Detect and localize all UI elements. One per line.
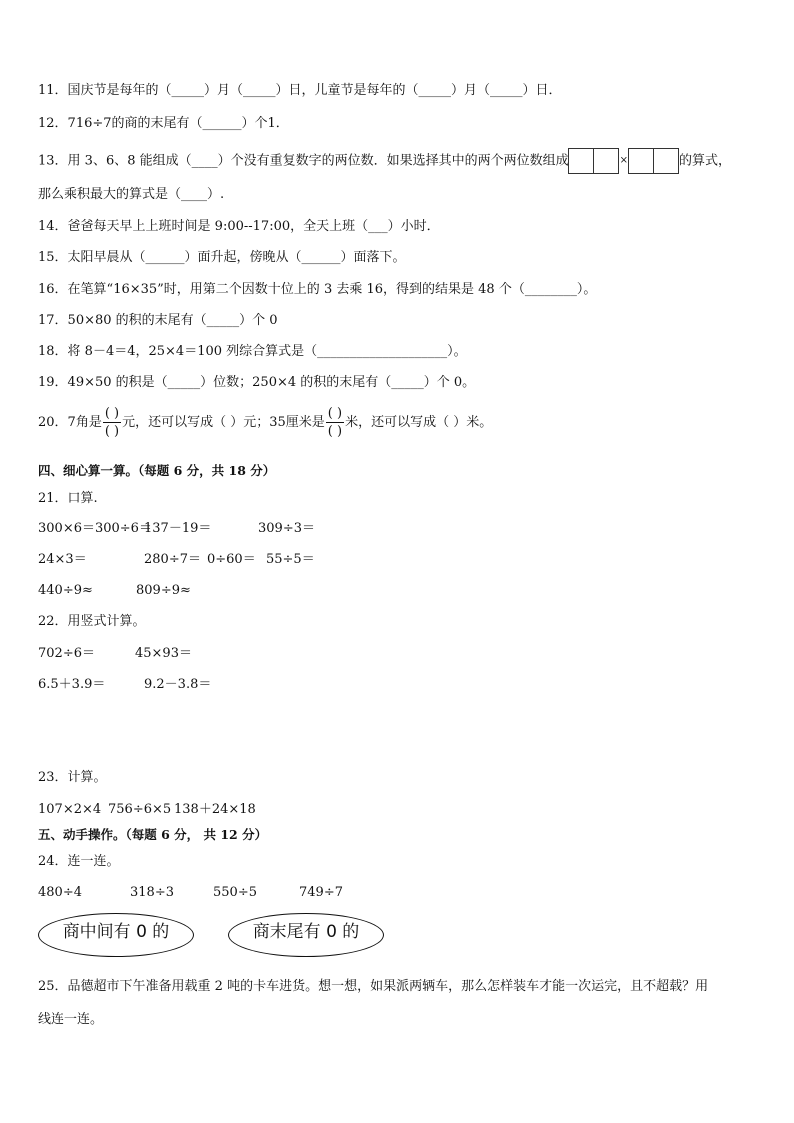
question-25-line2: 线连一连。 <box>38 1012 104 1027</box>
division-item: 318÷3 <box>130 885 174 900</box>
fraction-denominator: ( ) <box>104 424 120 439</box>
question-13-text: 13．用 3、6、8 能组成（____）个没有重复数字的两位数．如果选择其中的两个两位数组成 <box>38 153 569 169</box>
question-23: 23．计算。 <box>38 770 107 785</box>
ellipse-middle-zero: 商中间有 0 的 <box>38 913 194 957</box>
question-13-line2: 那么乘积最大的算式是（____）. <box>38 187 225 202</box>
division-item: 550÷5 <box>213 885 257 900</box>
oral-calc-item: 0÷60＝ <box>207 552 256 567</box>
digit-box <box>593 148 619 174</box>
vertical-calc-item: 6.5＋3.9＝ <box>38 677 106 692</box>
question-22: 22．用竖式计算。 <box>38 614 146 629</box>
question-19: 19．49×50 的积是（_____）位数；250×4 的积的末尾有（_____）个 0。 <box>38 375 476 390</box>
section-5-heading: 五、动手操作。（每题 6 分， 共 12 分） <box>38 827 268 842</box>
question-12: 12．716÷7的商的末尾有（______）个1． <box>38 116 289 131</box>
digit-box <box>568 148 594 174</box>
vertical-calc-item: 702÷6＝ <box>38 646 95 661</box>
question-25-line1: 25．品德超市下午准备用载重 2 吨的卡车进货。想一想，如果派两辆车，那么怎样装车才能一次运完，且不超载？用 <box>38 979 709 994</box>
calc-item: 107×2×4 <box>38 802 102 817</box>
vertical-calc-item: 45×93＝ <box>135 646 192 661</box>
digit-box <box>628 148 654 174</box>
two-digit-box-1 <box>569 148 619 174</box>
oral-calc-item: 440÷9≈ <box>38 583 93 598</box>
section-4-heading: 四、细心算一算。（每题 6 分，共 18 分） <box>38 463 276 478</box>
fraction-numerator: ( ) <box>327 406 343 421</box>
question-14: 14．爸爸每天早上上班时间是 9:00--17:00，全天上班（___）小时． <box>38 219 440 234</box>
division-item: 480÷4 <box>38 885 82 900</box>
fraction-blank-2 <box>326 406 344 439</box>
fraction-numerator: ( ) <box>104 406 120 421</box>
question-15: 15．太阳早晨从（______）面升起，傍晚从（______）面落下。 <box>38 250 406 265</box>
question-13-text-end: 的算式， <box>679 153 732 169</box>
question-24: 24．连一连。 <box>38 854 120 869</box>
times-sign: × <box>619 155 629 166</box>
question-20 <box>38 406 492 439</box>
oral-calc-item: 309÷3＝ <box>258 521 315 536</box>
oral-calc-item: 24×3＝ <box>38 552 87 567</box>
oral-calc-item: 137－19＝ <box>144 521 212 536</box>
question-21: 21．口算. <box>38 491 98 506</box>
division-item: 749÷7 <box>299 885 343 900</box>
calc-item: 756÷6×5 <box>108 802 172 817</box>
question-20-text-b: 元，还可以写成（ ）元；35厘米是 <box>122 415 325 430</box>
fraction-denominator: ( ) <box>327 424 343 439</box>
oral-calc-item: 809÷9≈ <box>136 583 191 598</box>
question-17: 17．50×80 的积的末尾有（_____）个 0 <box>38 313 278 328</box>
two-digit-box-2 <box>629 148 679 174</box>
question-16: 16．在笔算“16×35”时，用第二个因数十位上的 3 去乘 16，得到的结果是 48 个（________）。 <box>38 282 597 297</box>
vertical-calc-item: 9.2－3.8＝ <box>144 677 212 692</box>
question-18: 18．将 8－4＝4，25×4＝100 列综合算式是（____________________）。 <box>38 344 467 359</box>
oral-calc-item: 55÷5＝ <box>266 552 315 567</box>
question-20-text-a: 20．7角是 <box>38 415 102 430</box>
question-13-line1 <box>38 148 731 174</box>
oral-calc-item: 300×6＝300÷6＝ <box>38 521 152 536</box>
calc-item: 138＋24×18 <box>174 802 256 817</box>
oral-calc-item: 280÷7＝ <box>144 552 201 567</box>
ellipse-end-zero: 商末尾有 0 的 <box>228 913 384 957</box>
question-20-text-c: 米，还可以写成（ ）米。 <box>345 415 493 430</box>
question-11: 11．国庆节是每年的（_____）月（_____）日，儿童节是每年的（_____）月（_____）日． <box>38 83 562 98</box>
digit-box <box>653 148 679 174</box>
fraction-blank-1 <box>103 406 121 439</box>
